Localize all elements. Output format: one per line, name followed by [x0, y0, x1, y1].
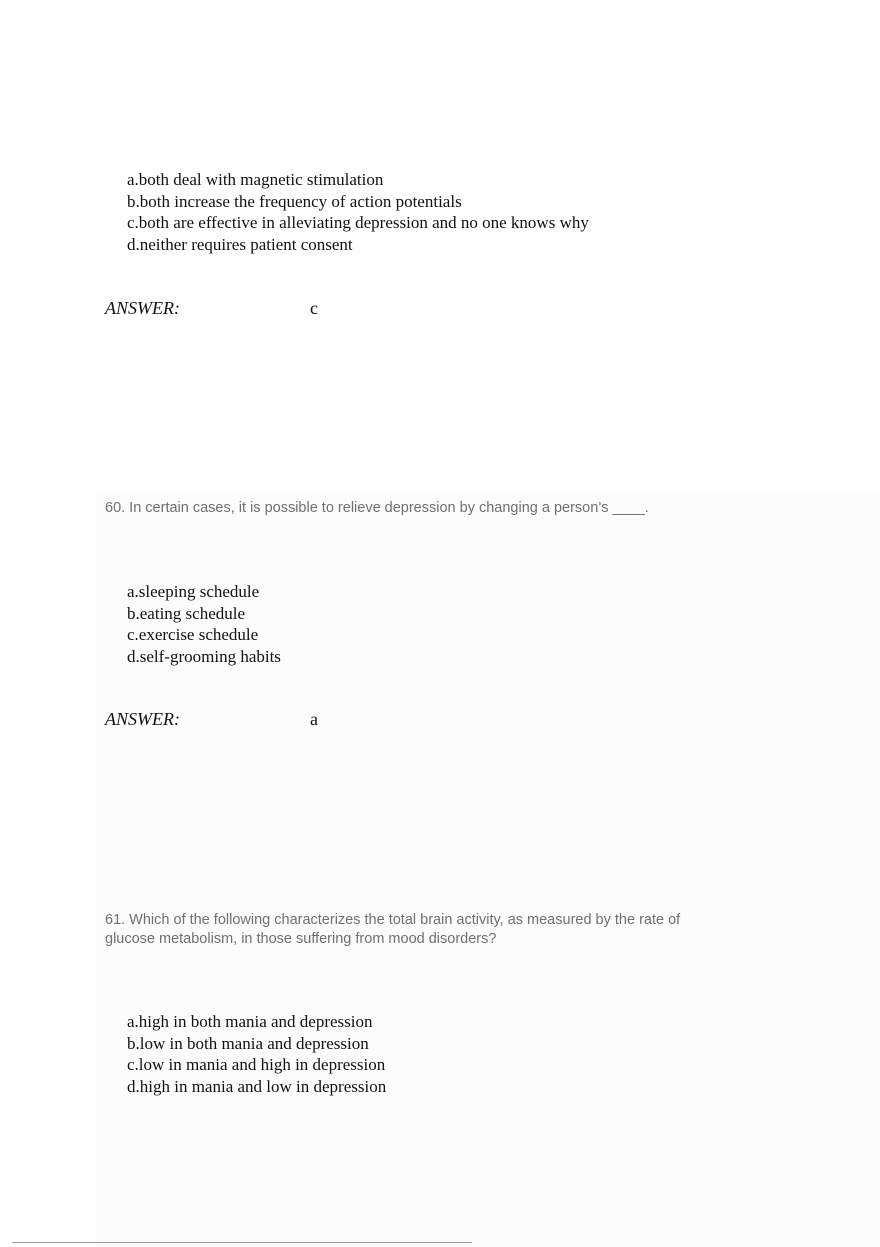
q61-question: 61. Which of the following characterizes the total brain activity, as measured by the rate of glucose metabolism, in those suffering from mood disorders? — [105, 912, 681, 947]
option-d: d.neither requires patient consent — [127, 234, 353, 254]
q60-answer-label: ANSWER: — [105, 709, 180, 729]
option-a: a.high in both mania and depression — [127, 1012, 373, 1031]
option-c: c.both are effective in alleviating depression and no one knows why — [127, 213, 589, 232]
option-a: a.both deal with magnetic stimulation — [127, 170, 384, 189]
option-b: b.low in both mania and depression — [127, 1033, 369, 1053]
q60-answer-value: a — [310, 709, 318, 729]
option-c: c.low in mania and high in depression — [127, 1055, 386, 1074]
option-d: d.self-grooming habits — [127, 646, 281, 666]
q59-answer-label: ANSWER: — [105, 298, 180, 318]
q59-answer-value: c — [310, 298, 318, 318]
q59-options — [127, 169, 589, 255]
option-b: b.both increase the frequency of action potentials — [127, 191, 462, 211]
q60-question: 60. In certain cases, it is possible to relieve depression by changing a person’s ____. — [105, 500, 649, 516]
q61-options — [127, 1011, 386, 1097]
option-b: b.eating schedule — [127, 603, 246, 623]
option-c: c.exercise schedule — [127, 625, 259, 644]
option-a: a.sleeping schedule — [127, 582, 260, 601]
option-d: d.high in mania and low in depression — [127, 1076, 387, 1096]
q60-options — [127, 581, 281, 667]
footer-divider — [12, 1242, 472, 1243]
